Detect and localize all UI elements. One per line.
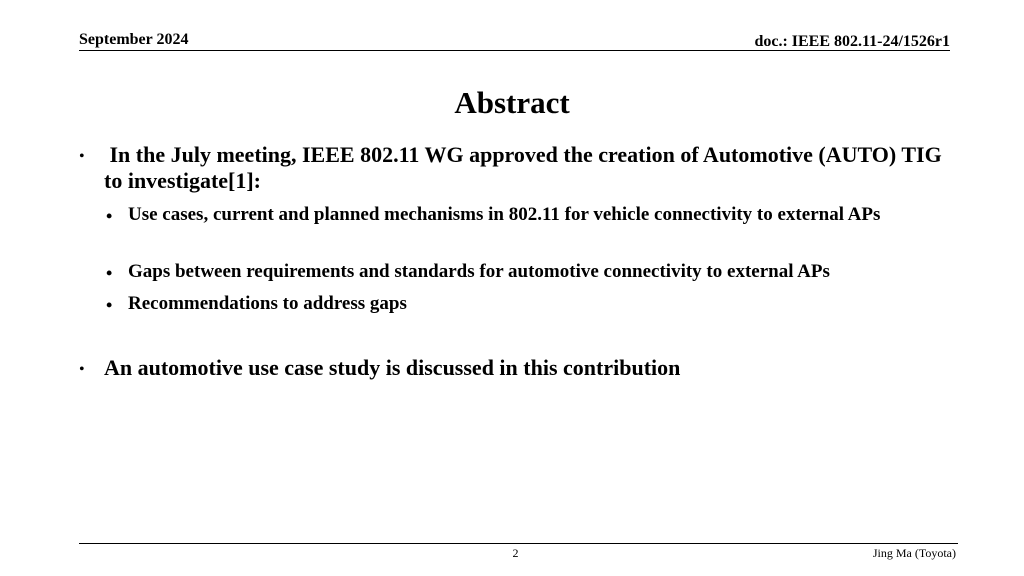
sub-bullet-marker: • (106, 206, 113, 226)
header-doc-id: doc.: IEEE 802.11-24/1526r1 (754, 33, 950, 50)
sub-bullet-marker: • (106, 263, 113, 283)
sub-bullet-text: Recommendations to address gaps (128, 293, 407, 314)
sub-bullet-text: Use cases, current and planned mechanisms in 802.11 for vehicle connectivity to external APs (128, 204, 881, 225)
header-date: September 2024 (79, 31, 189, 48)
footer-author: Jing Ma (Toyota) (872, 546, 956, 560)
sub-bullet-text: Gaps between requirements and standards for automotive connectivity to external APs (128, 261, 830, 282)
footer-divider (79, 543, 958, 544)
bullet-marker: • (79, 361, 85, 378)
bullet-text: An automotive use case study is discussed in this contribution (104, 355, 681, 380)
slide-title: Abstract (454, 85, 570, 120)
sub-bullet-marker: • (106, 295, 113, 315)
bullet-marker: • (79, 148, 85, 165)
page-number: 2 (512, 546, 519, 560)
bullet-text: In the July meeting, IEEE 802.11 WG approved the creation of Automotive (AUTO) TIG to investigate[1]: (104, 142, 948, 193)
